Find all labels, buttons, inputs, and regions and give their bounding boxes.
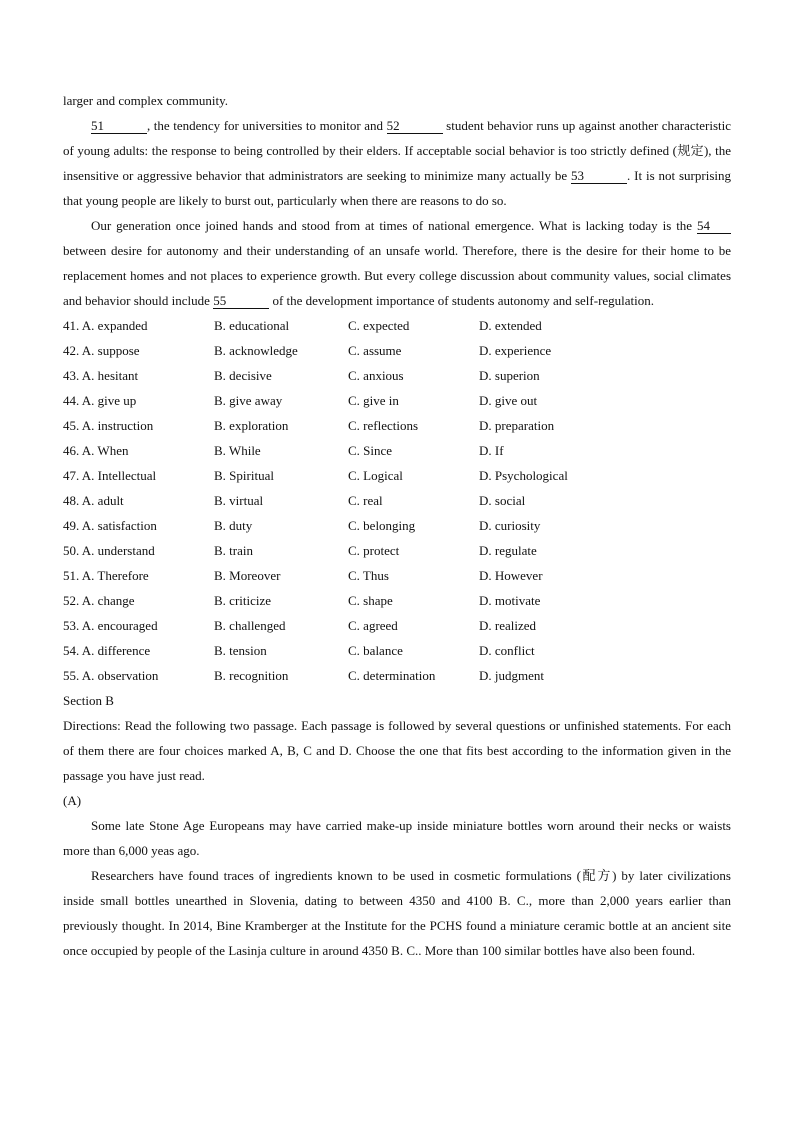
paragraph-text: between desire for autonomy and their understanding of an unsafe world. Therefore, there is the desire for their home to be replacement homes and not places to experience growth. But every college discussion about community values, social climates and behavior should include xyxy=(63,243,731,308)
option-d: D. superion xyxy=(479,368,540,383)
option-d: D. Psychological xyxy=(479,468,568,483)
option-b: B. While xyxy=(214,443,261,458)
option-c: C. real xyxy=(348,493,383,508)
paragraph-text: of the development importance of students autonomy and self-regulation. xyxy=(269,293,655,308)
option-row xyxy=(63,638,731,663)
option-a: 54. A. difference xyxy=(63,643,151,658)
blank-54: 54 xyxy=(697,219,731,234)
option-a: 50. A. understand xyxy=(63,543,155,558)
option-a: 49. A. satisfaction xyxy=(63,518,157,533)
option-d: D. judgment xyxy=(479,668,544,683)
option-d: D. give out xyxy=(479,393,538,408)
blank-52: 52 xyxy=(387,119,443,134)
option-a: 44. A. give up xyxy=(63,393,137,408)
option-d: D. curiosity xyxy=(479,518,541,533)
option-a: 45. A. instruction xyxy=(63,418,154,433)
option-c: C. Since xyxy=(348,443,393,458)
option-b: B. criticize xyxy=(214,593,272,608)
option-row xyxy=(63,513,731,538)
option-row xyxy=(63,388,731,413)
option-c: C. determination xyxy=(348,668,436,683)
option-b: B. acknowledge xyxy=(214,343,298,358)
option-d: D. conflict xyxy=(479,643,535,658)
paragraph-text: student behavior runs up against another characteristic of young adults: the response to being controlled by their elders. If acceptable social behavior is too strictly defined (规定), the insensitive or aggressive behavior that administrators are seeking to minimize many actually be xyxy=(63,118,731,183)
option-a: 41. A. expanded xyxy=(63,318,148,333)
option-d: D. preparation xyxy=(479,418,555,433)
option-row xyxy=(63,463,731,488)
option-b: B. duty xyxy=(214,518,253,533)
option-b: B. recognition xyxy=(214,668,289,683)
option-a: 48. A. adult xyxy=(63,493,124,508)
option-a: 46. A. When xyxy=(63,443,129,458)
option-c: C. expected xyxy=(348,318,410,333)
section-directions: Directions: Read the following two passage. Each passage is followed by several questions or unfinished statements. For each of them there are four choices marked A, B, C and D. Choose the one that fits best according to the information given in the passage you have just read. xyxy=(63,718,731,783)
option-a: 42. A. suppose xyxy=(63,343,140,358)
option-c: C. assume xyxy=(348,343,402,358)
option-row xyxy=(63,313,731,338)
option-c: C. Logical xyxy=(348,468,403,483)
option-d: D. realized xyxy=(479,618,537,633)
option-c: C. give in xyxy=(348,393,399,408)
option-a: 43. A. hesitant xyxy=(63,368,139,383)
option-b: B. give away xyxy=(214,393,283,408)
option-d: D. However xyxy=(479,568,543,583)
option-c: C. agreed xyxy=(348,618,398,633)
option-d: D. social xyxy=(479,493,526,508)
option-b: B. virtual xyxy=(214,493,264,508)
cloze-paragraph-1 xyxy=(63,113,731,213)
option-c: C. belonging xyxy=(348,518,416,533)
option-a: 55. A. observation xyxy=(63,668,159,683)
document-page xyxy=(63,88,731,963)
option-d: D. experience xyxy=(479,343,552,358)
option-d: D. regulate xyxy=(479,543,537,558)
option-row xyxy=(63,363,731,388)
option-row xyxy=(63,338,731,363)
blank-53: 53 xyxy=(571,169,627,184)
option-row xyxy=(63,663,731,688)
passage-a-paragraph-2: Researchers have found traces of ingredients known to be used in cosmetic formulations (配方) by later civilizations inside small bottles unearthed in Slovenia, dating to between 4350 and 4100 B. C., more than 2,000 years earlier than previously thought. In 2014, Bine Kramberger at the Institute for the PCHS found a miniature ceramic bottle at an ancient site once occupied by people of the Lasinja culture in around 4350 B. C.. More than 100 similar bottles have also been found. xyxy=(63,868,731,958)
option-row xyxy=(63,488,731,513)
option-a: 47. A. Intellectual xyxy=(63,468,157,483)
cloze-paragraph-2 xyxy=(63,213,731,313)
option-b: B. train xyxy=(214,543,253,558)
section-heading: Section B xyxy=(63,693,114,708)
option-c: C. reflections xyxy=(348,418,419,433)
option-row xyxy=(63,563,731,588)
option-row xyxy=(63,438,731,463)
option-row xyxy=(63,613,731,638)
blank-55: 55 xyxy=(213,294,269,309)
option-b: B. decisive xyxy=(214,368,272,383)
option-a: 51. A. Therefore xyxy=(63,568,149,583)
passage-label: (A) xyxy=(63,793,82,808)
option-d: D. motivate xyxy=(479,593,541,608)
paragraph-text: , the tendency for universities to monitor and xyxy=(147,118,387,133)
option-a: 52. A. change xyxy=(63,593,135,608)
option-b: B. Moreover xyxy=(214,568,281,583)
paragraph-text: Our generation once joined hands and stood from at times of national emergence. What is lacking today is the xyxy=(91,218,697,233)
paragraph-text: . It is not surprising that young people are likely to burst out, particularly when there are reasons to do so. xyxy=(63,168,731,208)
option-a: 53. A. encouraged xyxy=(63,618,158,633)
option-d: D. If xyxy=(479,443,504,458)
option-row xyxy=(63,538,731,563)
option-row xyxy=(63,413,731,438)
option-b: B. Spiritual xyxy=(214,468,274,483)
option-d: D. extended xyxy=(479,318,542,333)
option-b: B. tension xyxy=(214,643,267,658)
blank-51: 51 xyxy=(91,119,147,134)
answer-options-list xyxy=(63,313,731,688)
option-b: B. exploration xyxy=(214,418,289,433)
option-c: C. protect xyxy=(348,543,400,558)
cloze-passage-continuation: larger and complex community. xyxy=(63,93,228,108)
option-c: C. Thus xyxy=(348,568,389,583)
option-row xyxy=(63,588,731,613)
option-c: C. anxious xyxy=(348,368,404,383)
option-b: B. challenged xyxy=(214,618,286,633)
option-b: B. educational xyxy=(214,318,290,333)
option-c: C. balance xyxy=(348,643,403,658)
passage-a-paragraph-1: Some late Stone Age Europeans may have carried make-up inside miniature bottles worn around their necks or waists more than 6,000 yeas ago. xyxy=(63,818,731,858)
option-c: C. shape xyxy=(348,593,393,608)
